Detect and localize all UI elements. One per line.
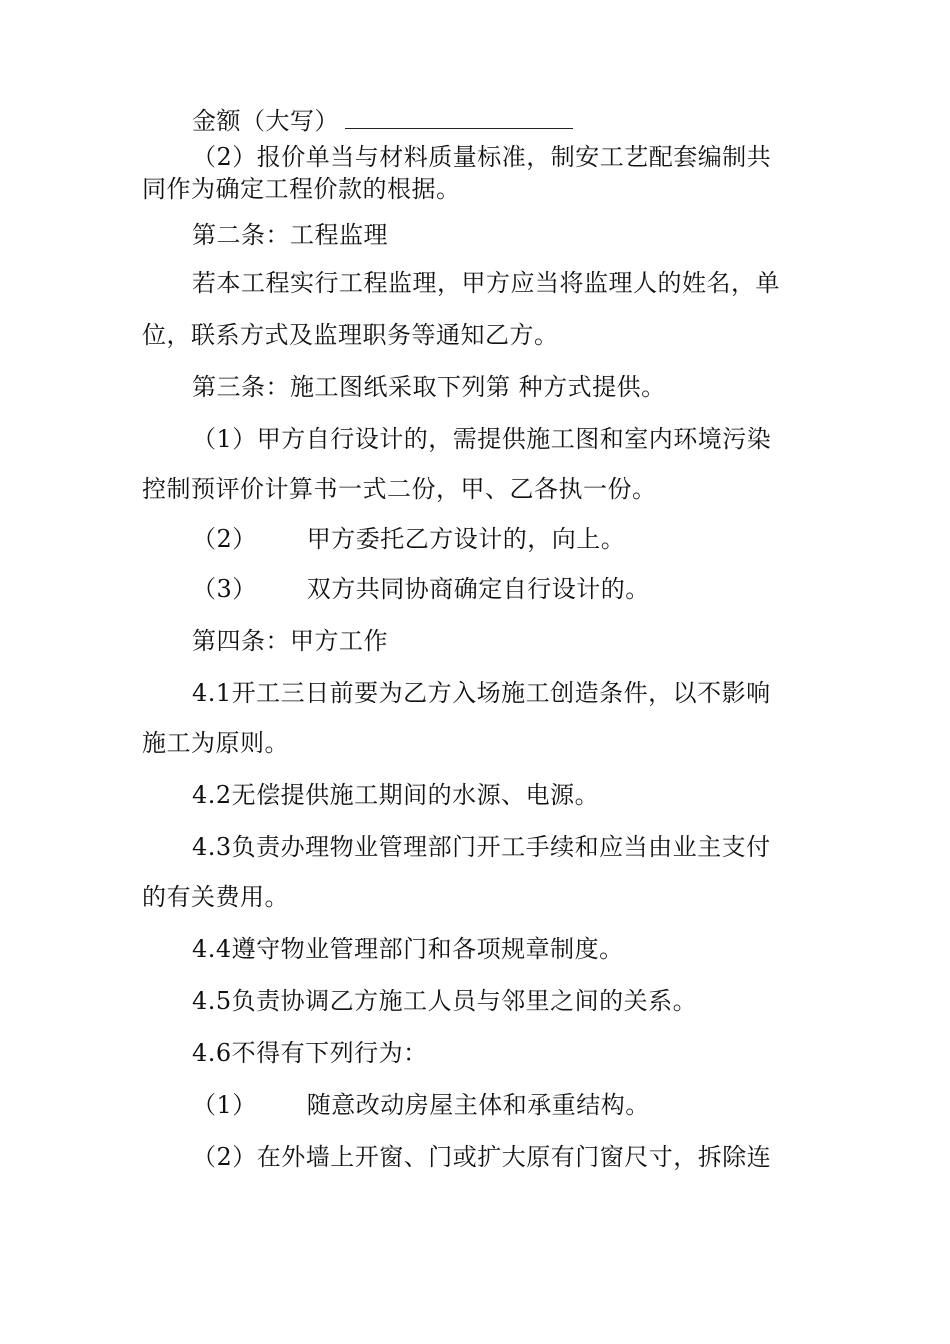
list-text: 甲方委托乙方设计的，向上。 [306, 525, 626, 553]
paragraph-line: 的有关费用。 [142, 883, 289, 911]
list-text: 双方共同协商确定自行设计的。 [306, 575, 650, 603]
section-heading: 第四条：甲方工作 [192, 627, 388, 655]
amount-label: 金额（大写） [192, 107, 339, 135]
paragraph-line: 同作为确定工程价款的根据。 [142, 175, 461, 203]
paragraph-line: 位，联系方式及监理职务等通知乙方。 [142, 321, 559, 349]
amount-line [192, 106, 573, 136]
section-heading: 第二条：工程监理 [192, 221, 388, 249]
list-number: （3） [192, 575, 257, 603]
paragraph-line: （1）甲方自行设计的，需提供施工图和室内环境污染 [192, 425, 772, 453]
paragraph-line: （2）在外墙上开窗、门或扩大原有门窗尺寸，拆除连 [192, 1143, 772, 1171]
paragraph-line: 若本工程实行工程监理，甲方应当将监理人的姓名，单 [192, 269, 780, 297]
list-number: （1） [192, 1091, 257, 1119]
section-heading: 第三条：施工图纸采取下列第 种方式提供。 [192, 373, 666, 401]
paragraph-line: 4.5负责协调乙方施工人员与邻里之间的关系。 [192, 987, 698, 1015]
paragraph-line: 4.1开工三日前要为乙方入场施工创造条件，以不影响 [192, 679, 771, 707]
list-text: 随意改动房屋主体和承重结构。 [306, 1091, 650, 1119]
paragraph-line: 4.4遵守物业管理部门和各项规章制度。 [192, 935, 624, 963]
amount-blank-field [345, 106, 573, 129]
list-item [192, 1090, 650, 1120]
list-item [192, 574, 650, 604]
list-number: （2） [192, 525, 257, 553]
paragraph-line: 4.2无偿提供施工期间的水源、电源。 [192, 781, 600, 809]
list-item [192, 524, 625, 554]
paragraph-line: 控制预评价计算书一式二份，甲、乙各执一份。 [142, 475, 657, 503]
paragraph-line: 施工为原则。 [142, 729, 289, 757]
paragraph-line: 4.3负责办理物业管理部门开工手续和应当由业主支付 [192, 833, 771, 861]
paragraph-line: （2）报价单当与材料质量标准，制安工艺配套编制共 [192, 143, 772, 171]
paragraph-line: 4.6不得有下列行为： [192, 1039, 428, 1067]
